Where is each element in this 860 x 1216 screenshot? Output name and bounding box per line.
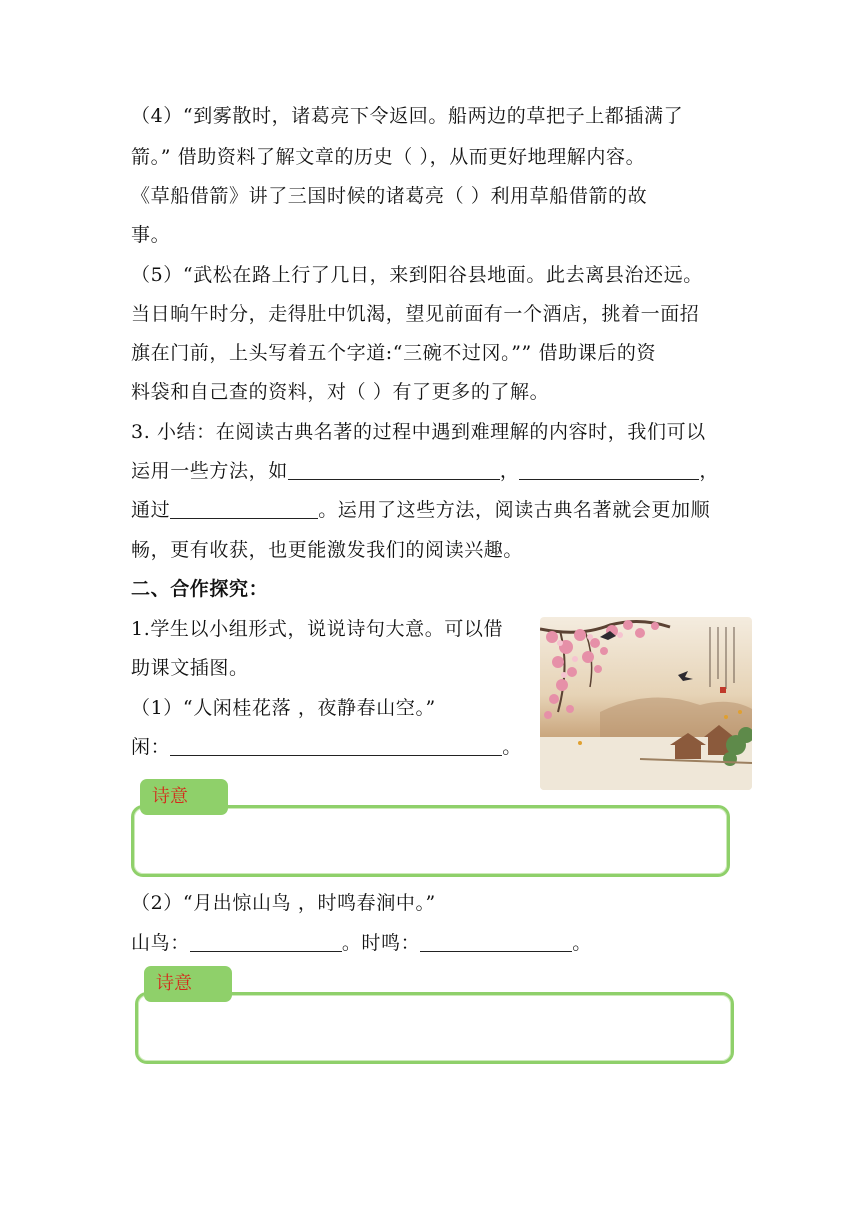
poem1-end: 。 (502, 736, 522, 758)
q4-line-3: 《草船借箭》讲了三国时候的诸葛亮（ ）利用草船借箭的故 (131, 185, 648, 207)
poem-meaning-label-2: 诗意 (144, 966, 232, 1002)
answer-blank-5[interactable] (190, 931, 342, 952)
summary-text-via: 通过 (131, 499, 171, 521)
summary-line-1: 3. 小结：在阅读古典名著的过程中遇到难理解的内容时，我们可以 (131, 421, 706, 443)
summary-line-4: 畅，更有收获，也更能激发我们的阅读兴趣。 (131, 539, 524, 561)
poem1-word-line (131, 735, 522, 759)
poem-meaning-box-1[interactable] (131, 805, 730, 877)
answer-blank-1[interactable] (288, 459, 500, 480)
item1-line-2: 助课文插图。 (131, 657, 249, 679)
answer-blank-6[interactable] (420, 931, 572, 952)
q4-line-1: （4）“到雾散时，诸葛亮下令返回。船两边的草把子上都插满了 (131, 105, 684, 127)
q5-line-1: （5）“武松在路上行了几日，来到阳谷县地面。此去离县治还远。 (131, 264, 703, 286)
q4-line-4: 事。 (131, 224, 171, 246)
painting-illustration (540, 617, 752, 790)
q5-line-2: 当日晌午时分，走得肚中饥渴，望见前面有一个酒店，挑着一面招 (131, 303, 700, 325)
poem2-word-1: 山鸟： (131, 932, 190, 954)
q5-line-4: 料袋和自己查的资料，对（ ）有了更多的了解。 (131, 381, 550, 403)
answer-blank-4[interactable] (170, 735, 502, 756)
poem1-quote: （1）“人闲桂花落 ，夜静春山空。” (131, 697, 436, 719)
q4-line-2: 箭。” 借助资料了解文章的历史（ ），从而更好地理解内容。 (131, 146, 646, 168)
item1-line-1: 1.学生以小组形式，说说诗句大意。可以借 (131, 618, 504, 640)
summary-comma-2: ， (699, 460, 720, 482)
summary-comma-1: ， (499, 460, 520, 482)
poem-meaning-label-1: 诗意 (140, 779, 228, 815)
summary-line-3 (131, 498, 710, 522)
poem2-quote: （2）“月出惊山鸟 ，时鸣春涧中。” (131, 892, 436, 914)
poem2-mid: 。时鸣： (341, 932, 421, 954)
poem2-word-line (131, 931, 592, 955)
summary-text-b: 。运用了这些方法，阅读古典名著就会更加顺 (318, 499, 711, 521)
answer-blank-2[interactable] (519, 459, 699, 480)
summary-text-a: 运用一些方法，如 (131, 460, 288, 482)
poem-meaning-box-2[interactable] (135, 992, 734, 1064)
poem1-word: 闲： (131, 736, 171, 758)
q5-line-3: 旗在门前，上头写着五个字道:“三碗不过冈。”” 借助课后的资 (131, 342, 657, 364)
answer-blank-3[interactable] (170, 498, 318, 519)
section-heading: 二、合作探究： (131, 578, 269, 600)
poem2-end: 。 (572, 932, 592, 954)
painting-blossom-birds-pavilion-icon (540, 617, 752, 790)
summary-line-2 (131, 459, 719, 483)
